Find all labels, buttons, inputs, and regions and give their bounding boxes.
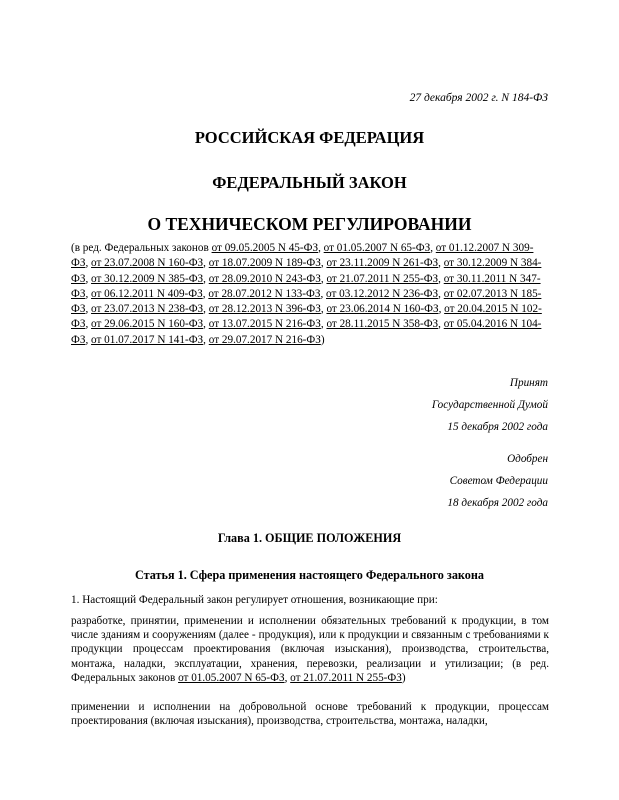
amendment-separator: , [85, 287, 92, 300]
amendment-law-link[interactable]: от 05.04.2016 N 104-ФЗ [71, 318, 542, 346]
amendment-law-link[interactable]: от 21.07.2011 N 255-ФЗ [326, 272, 439, 285]
article-title: Статья 1. Сфера применения настоящего Федерального закона [134, 568, 484, 582]
amendment-law-link[interactable]: от 30.12.2009 N 385-ФЗ [91, 272, 204, 285]
amendment-law-link[interactable]: от 01.12.2007 N 309-ФЗ [71, 242, 534, 270]
amendment-law-link[interactable]: от 02.07.2013 N 185-ФЗ [71, 287, 542, 316]
paragraph-2-text: разработке, принятии, применении и исполнении обязательных требований к продукции, в том числе зданиям и сооружениям (далее - продукция), или к продукции и связанным с требованиями к продукции процессам проектирования (включая изыскания), производства, строительства, монтажа, наладки, эксплуатации, хранения, перевозки, реализации и утилизации; (в ред. Федеральных законов [71, 615, 549, 684]
amendment-law-link[interactable]: от 28.11.2015 N 358-ФЗ [326, 318, 439, 331]
country-title: РОССИЙСКАЯ ФЕДЕРАЦИЯ [194, 128, 425, 147]
amendment-law-link[interactable]: от 03.12.2012 N 236-ФЗ [326, 287, 439, 300]
amendment-separator: , [438, 318, 444, 331]
accepted-block [432, 372, 548, 438]
amendment-law-link[interactable]: от 18.07.2009 N 189-ФЗ [208, 257, 321, 270]
link-separator: , [284, 671, 291, 684]
approved-by: Советом Федерации [449, 475, 548, 487]
amendment-law-link[interactable]: от 01.07.2017 N 141-ФЗ [91, 333, 204, 346]
amendment-separator: , [85, 272, 92, 285]
amendment-separator: , [320, 272, 327, 285]
approved-date: 18 декабря 2002 года [447, 497, 548, 509]
amendment-law-link[interactable]: от 28.12.2013 N 396-ФЗ [208, 303, 321, 316]
amendment-separator: , [203, 333, 209, 346]
amendment-separator: , [203, 318, 209, 331]
amendment-law-link[interactable]: от 28.07.2012 N 133-ФЗ [208, 287, 321, 300]
amendment-separator: , [203, 303, 209, 316]
amendments-suffix: ) [320, 333, 325, 346]
amendment-separator: , [320, 318, 327, 331]
law-type-title: ФЕДЕРАЛЬНЫЙ ЗАКОН [212, 173, 407, 192]
amendment-law-link[interactable]: от 30.12.2009 N 384-ФЗ [71, 257, 542, 285]
accepted-date: 15 декабря 2002 года [447, 421, 548, 433]
paragraph-2-end: ) [401, 671, 406, 684]
law-name-title: О ТЕХНИЧЕСКОМ РЕГУЛИРОВАНИИ [147, 214, 472, 234]
amendment-law-link[interactable]: от 23.07.2008 N 160-ФЗ [91, 257, 204, 270]
amendment-separator: , [85, 333, 92, 346]
amendment-law-link[interactable]: от 29.07.2017 N 216-ФЗ [208, 333, 321, 346]
amendment-law-link[interactable]: от 23.11.2009 N 261-ФЗ [326, 257, 439, 270]
amendment-law-link[interactable]: от 20.04.2015 N 102-ФЗ [71, 303, 542, 331]
amendments-prefix: (в ред. Федеральных законов [71, 242, 212, 254]
law-link[interactable]: от 01.05.2007 N 65-ФЗ [178, 671, 285, 684]
amendment-separator: , [438, 272, 444, 285]
amendment-separator: , [438, 257, 444, 270]
approved-word: Одобрен [507, 453, 548, 465]
amendment-law-link[interactable]: от 23.07.2013 N 238-ФЗ [91, 303, 204, 316]
amendment-separator: , [438, 303, 445, 316]
chapter-title: Глава 1. ОБЩИЕ ПОЛОЖЕНИЯ [217, 531, 402, 545]
amendment-separator: , [320, 287, 327, 300]
amendment-law-link[interactable]: от 23.06.2014 N 160-ФЗ [326, 303, 439, 316]
paragraph-1: 1. Настоящий Федеральный закон регулирует отношения, возникающие при: [71, 594, 438, 606]
amendment-separator: , [320, 303, 327, 316]
amendment-separator: , [203, 272, 209, 285]
amendment-separator: , [203, 257, 209, 270]
amendment-separator: , [320, 257, 327, 270]
amendment-separator: , [438, 287, 444, 300]
amendment-separator: , [202, 287, 209, 300]
amendment-separator: , [318, 242, 324, 254]
accepted-word: Принят [509, 377, 548, 389]
amendment-law-link[interactable]: от 28.09.2010 N 243-ФЗ [208, 272, 321, 285]
amendment-law-link[interactable]: от 13.07.2015 N 216-ФЗ [208, 318, 321, 331]
accepted-by: Государственной Думой [431, 399, 548, 411]
amendment-law-link[interactable]: от 29.06.2015 N 160-ФЗ [91, 318, 204, 331]
amendment-separator: , [85, 318, 92, 331]
amendment-law-link[interactable]: от 09.05.2005 N 45-ФЗ [211, 242, 319, 254]
amendment-law-link[interactable]: от 06.12.2011 N 409-ФЗ [91, 287, 203, 300]
law-link[interactable]: от 21.07.2011 N 255-ФЗ [290, 671, 402, 684]
approved-block [447, 448, 548, 514]
amendment-law-link[interactable]: от 30.11.2011 N 347-ФЗ [71, 272, 541, 300]
amendment-separator: , [85, 257, 92, 270]
amendments-list [71, 241, 549, 348]
amendment-separator: , [430, 242, 436, 254]
amendment-law-link[interactable]: от 01.05.2007 N 65-ФЗ [323, 242, 431, 254]
amendment-separator: , [85, 303, 92, 316]
paragraph-3: применении и исполнении на добровольной основе требований к продукции, процессам проектирования (включая изыскания), производства, строительства, монтажа, наладки, [71, 701, 549, 728]
paragraph-2 [71, 614, 549, 685]
law-date: 27 декабря 2002 г. N 184-ФЗ [409, 92, 548, 104]
